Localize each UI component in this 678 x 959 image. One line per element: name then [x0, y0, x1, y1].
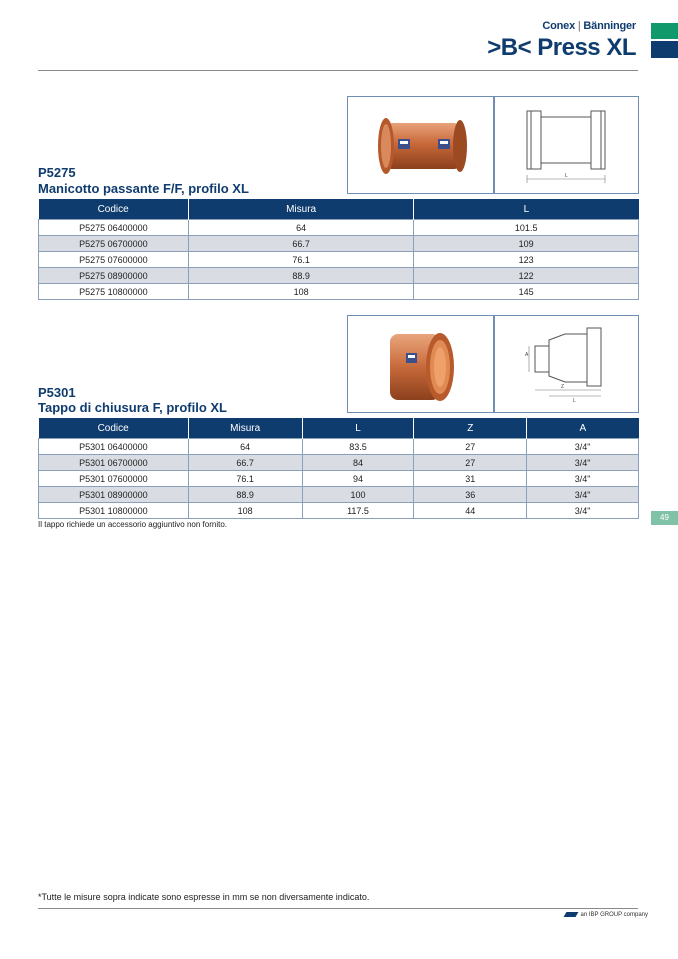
footer-divider: [38, 908, 638, 909]
cell-misura: 108: [188, 284, 414, 300]
footnote: *Tutte le misure sopra indicate sono espresse in mm se non diversamente indicato.: [38, 892, 370, 902]
cell-codice: P5301 07600000: [39, 471, 189, 487]
cell-a: 3/4": [527, 439, 639, 455]
cell-codice: P5301 10800000: [39, 503, 189, 519]
cell-codice: P5275 06700000: [39, 236, 189, 252]
page-number: 49: [651, 511, 678, 525]
cell-z: 27: [414, 439, 527, 455]
brand-name: [487, 20, 636, 32]
cell-misura: 64: [188, 439, 302, 455]
col-header-misura: Misura: [188, 199, 414, 220]
table-row: [39, 252, 639, 268]
p5301-drawing: [494, 315, 639, 413]
cell-misura: 66.7: [188, 455, 302, 471]
table-row: [39, 284, 639, 300]
cell-l: 145: [414, 284, 639, 300]
cell-a: 3/4": [527, 503, 639, 519]
p5275-photo: [347, 96, 494, 194]
company-tagline: [565, 912, 648, 918]
col-header-z: Z: [414, 418, 527, 439]
table-row: [39, 236, 639, 252]
table-header-row: [39, 418, 639, 439]
cell-l: 100: [302, 487, 414, 503]
col-header-codice: Codice: [39, 199, 189, 220]
cell-codice: P5301 06400000: [39, 439, 189, 455]
cell-codice: P5301 06700000: [39, 455, 189, 471]
ibp-logo-icon: [563, 912, 578, 917]
cell-l: 122: [414, 268, 639, 284]
cell-misura: 88.9: [188, 268, 414, 284]
cell-misura: 76.1: [188, 252, 414, 268]
cell-z: 44: [414, 503, 527, 519]
cell-codice: P5275 10800000: [39, 284, 189, 300]
p5301-dim-Z: Z: [561, 384, 565, 390]
p5301-dim-A: A: [525, 352, 529, 358]
p5301-table: [38, 418, 639, 519]
p5275-table: [38, 199, 639, 300]
table-row: [39, 439, 639, 455]
p5301-note: Il tappo richiede un accessorio aggiuntivo non fornito.: [38, 520, 228, 529]
table-row: [39, 471, 639, 487]
p5275-title: Manicotto passante F/F, profilo XL: [38, 181, 249, 196]
cell-l: 123: [414, 252, 639, 268]
cell-codice: P5275 08900000: [39, 268, 189, 284]
cell-a: 3/4": [527, 471, 639, 487]
p5275-drawing: [494, 96, 639, 194]
p5301-photo: [347, 315, 494, 413]
table-row: [39, 268, 639, 284]
table-row: [39, 220, 639, 236]
color-tab-green: [651, 23, 678, 39]
cell-l: 84: [302, 455, 414, 471]
brand-banninger: Bänninger: [583, 20, 636, 32]
brand-conex: Conex: [542, 20, 576, 32]
brand-logo: [487, 20, 636, 62]
cell-a: 3/4": [527, 487, 639, 503]
p5301-dim-L: L: [573, 398, 576, 404]
cell-misura: 66.7: [188, 236, 414, 252]
table-row: [39, 503, 639, 519]
cell-l: 117.5: [302, 503, 414, 519]
color-tab-blue: [651, 41, 678, 58]
p5275-dim-L: L: [565, 173, 568, 179]
cell-codice: P5275 06400000: [39, 220, 189, 236]
company-text: an IBP GROUP company: [580, 912, 648, 919]
cell-l: 109: [414, 236, 639, 252]
cell-misura: 88.9: [188, 487, 302, 503]
cell-codice: P5275 07600000: [39, 252, 189, 268]
table-header-row: [39, 199, 639, 220]
cell-misura: 76.1: [188, 471, 302, 487]
table-row: [39, 455, 639, 471]
p5275-code: P5275: [38, 165, 76, 180]
cell-misura: 64: [188, 220, 414, 236]
cell-codice: P5301 08900000: [39, 487, 189, 503]
p5301-code: P5301: [38, 385, 76, 400]
cell-z: 31: [414, 471, 527, 487]
cell-misura: 108: [188, 503, 302, 519]
col-header-misura: Misura: [188, 418, 302, 439]
cell-z: 36: [414, 487, 527, 503]
header-divider: [38, 70, 638, 71]
p5301-title: Tappo di chiusura F, profilo XL: [38, 400, 227, 415]
col-header-codice: Codice: [39, 418, 189, 439]
cell-z: 27: [414, 455, 527, 471]
cell-l: 101.5: [414, 220, 639, 236]
product-line-title: >B< Press XL: [487, 34, 636, 61]
col-header-l: L: [414, 199, 639, 220]
cell-l: 94: [302, 471, 414, 487]
brand-separator: |: [577, 20, 581, 32]
table-row: [39, 487, 639, 503]
col-header-l: L: [302, 418, 414, 439]
cell-l: 83.5: [302, 439, 414, 455]
cell-a: 3/4": [527, 455, 639, 471]
col-header-a: A: [527, 418, 639, 439]
